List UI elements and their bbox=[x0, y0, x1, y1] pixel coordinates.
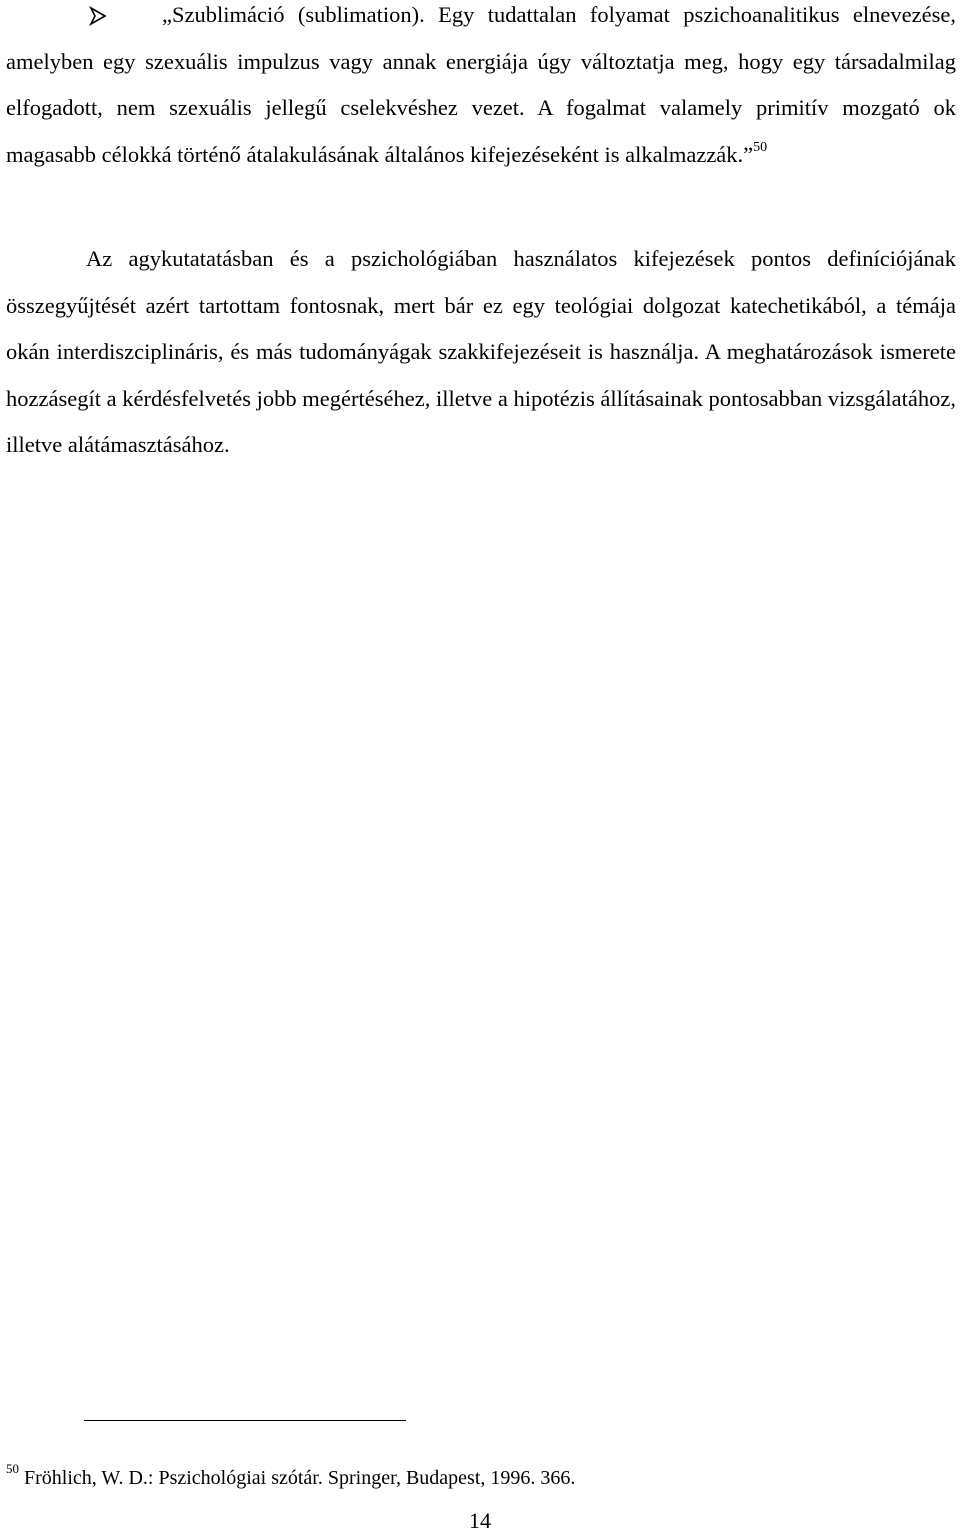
body-text: Az agykutatatásban és a pszichológiában használatos kifejezések pontos definíciójának összegyűjtését azért tartottam fontosnak, mert bár ez egy teológiai dolgozat katechetikából, a témája okán interdiszciplináris, és más tudományágak szakkifejezéseit is használja. A meghatározások ismerete hozzásegít a kérdésfelvetés jobb megértéséhez, illetve a hipotézis állításainak pontosabban vizsgálatához, illetve alátámasztásához. bbox=[6, 246, 956, 457]
footnote-reference: 50 bbox=[753, 140, 768, 155]
body-paragraph bbox=[6, 236, 956, 469]
footnote bbox=[6, 1461, 906, 1492]
page-number: 14 bbox=[469, 1508, 491, 1533]
footnote-text: Fröhlich, W. D.: Pszichológiai szótár. Springer, Budapest, 1996. 366. bbox=[24, 1467, 576, 1489]
definition-paragraph bbox=[6, 0, 956, 178]
definition-text: „Szublimáció (sublimation). Egy tudattalan folyamat pszichoanalitikus elnevezése, amelyben egy szexuális impulzus vagy annak energiája úgy változtatja meg, hogy egy társadalmilag elfogadott, nem szexuális jellegű cselekvéshez vezet. A fogalmat valamely primitív mozgató ok magasabb célokká történő átalakulásának általános kifejezéseként is alkalmazzák.” bbox=[6, 2, 956, 167]
footnote-number: 50 bbox=[6, 1461, 19, 1477]
footnote-separator bbox=[84, 1420, 406, 1421]
